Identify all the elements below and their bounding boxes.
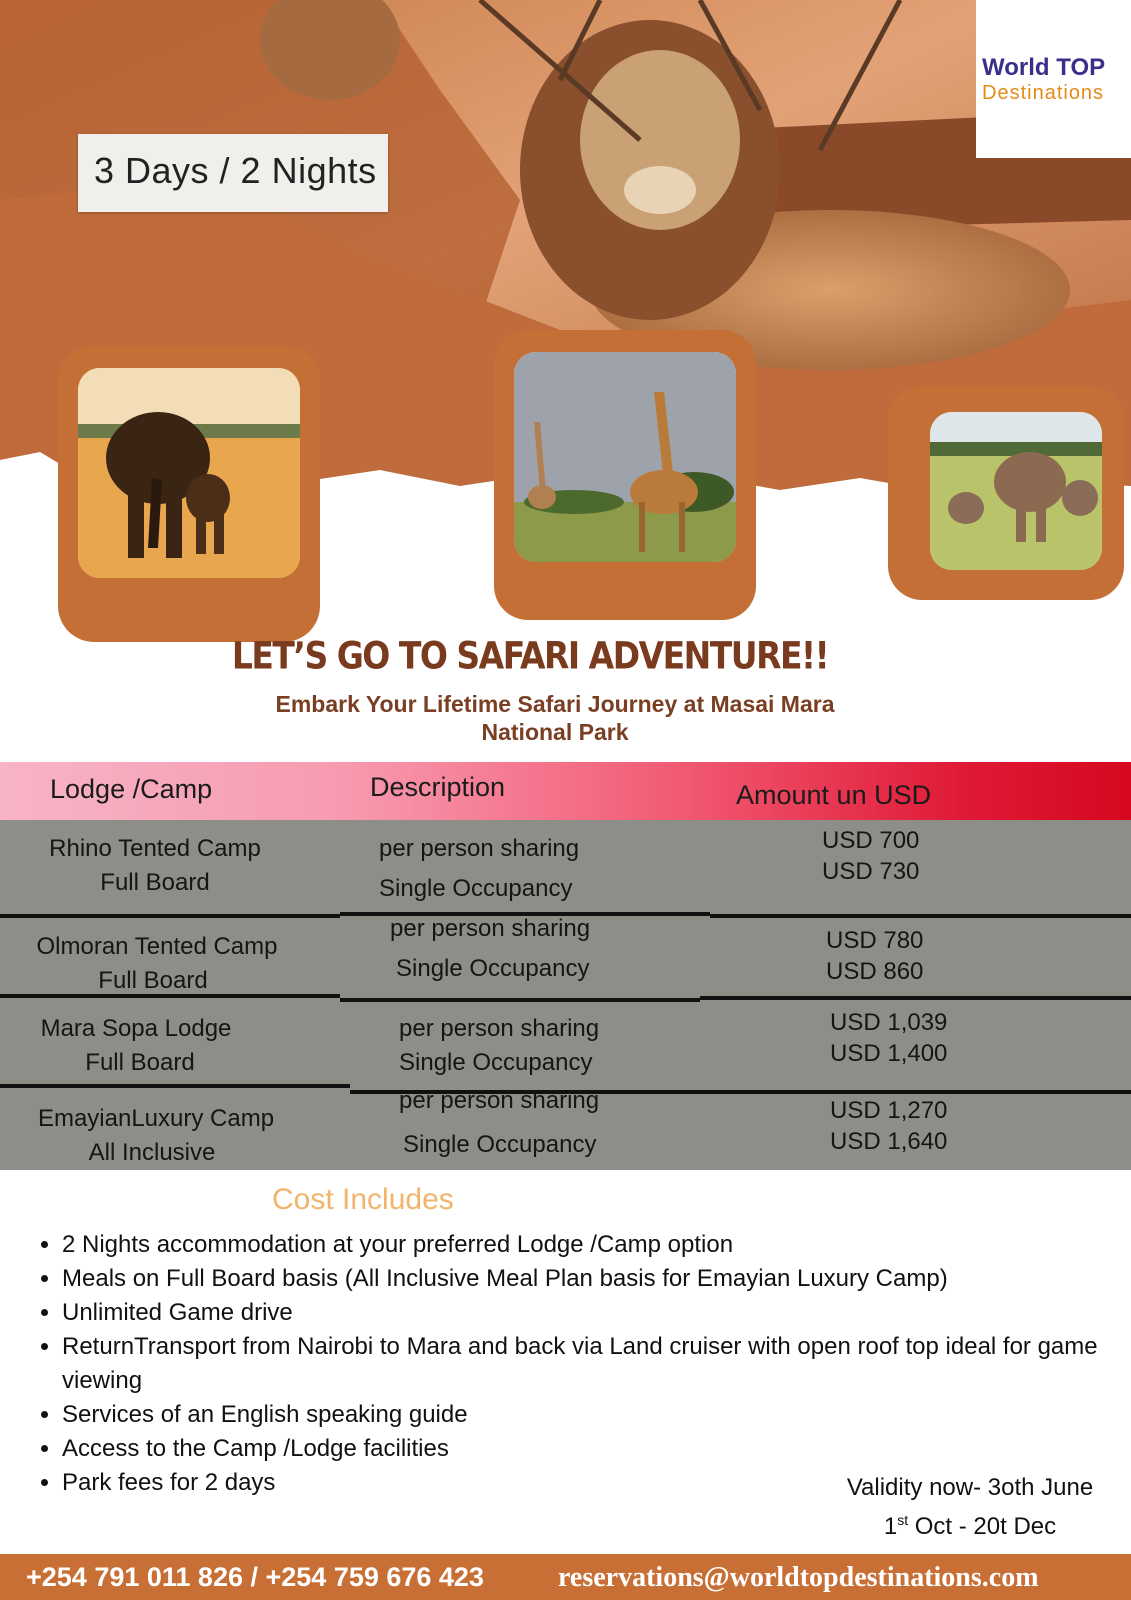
row-price-single: USD 1,640 (830, 1128, 948, 1155)
giraffe-photo (514, 352, 736, 562)
row-price-sharing: USD 780 (826, 927, 924, 954)
price-table-body (0, 820, 1131, 1170)
footer-phones[interactable]: +254 791 011 826 / +254 759 676 423 (26, 1562, 484, 1592)
subtitle-line-2: National Park (481, 719, 629, 745)
header-description: Description (370, 772, 506, 802)
row-price-sharing: USD 1,270 (830, 1097, 948, 1124)
validity-line-1: Validity now- 3oth June (846, 1474, 1094, 1501)
row-price-sharing: USD 700 (822, 827, 920, 854)
photo-frame-elephants-left (58, 346, 320, 642)
row-divider (0, 914, 340, 918)
cost-includes-list (26, 1228, 1131, 1500)
logo-line-1: World TOP (982, 54, 1106, 81)
row-price-sharing: USD 1,039 (830, 1009, 948, 1036)
brand-logo (976, 0, 1131, 158)
row-divider (700, 996, 1131, 1000)
duration-text: 3 Days / 2 Nights (94, 150, 377, 191)
row-divider (340, 998, 700, 1002)
list-item: • ReturnTransport from Nairobi to Mara and back via Land cruiser with open roof top ideal for game viewing (62, 1330, 1131, 1398)
row-lodge-board: Full Board (85, 1049, 195, 1076)
logo-line-2: Destinations (982, 82, 1105, 104)
list-item: • Meals on Full Board basis (All Inclusive Meal Plan basis for Emayian Luxury Camp) (62, 1262, 1131, 1296)
row-price-single: USD 730 (822, 858, 920, 885)
row-lodge-name: Olmoran Tented Camp (36, 933, 278, 960)
cost-includes-title: Cost Includes (272, 1183, 454, 1216)
row-lodge-board: Full Board (98, 967, 208, 994)
list-item: • Access to the Camp /Lodge facilities (62, 1432, 1131, 1466)
row-desc-sharing: per person sharing (390, 915, 591, 942)
row-divider (0, 994, 340, 998)
row-desc-single: Single Occupancy (396, 955, 590, 982)
header-lodge: Lodge /Camp (50, 774, 213, 804)
row-lodge-name: EmayianLuxury Camp (37, 1105, 275, 1132)
list-item: • Unlimited Game drive (62, 1296, 1131, 1330)
row-divider (710, 914, 1131, 918)
row-price-single: USD 860 (826, 958, 924, 985)
duration-badge (78, 134, 388, 212)
row-price-single: USD 1,400 (830, 1040, 948, 1067)
list-item: • 2 Nights accommodation at your preferred Lodge /Camp option (62, 1228, 1131, 1262)
validity-ordinal: st (897, 1512, 909, 1528)
elephant-photo (78, 368, 300, 578)
row-desc-sharing: per person sharing (399, 1015, 600, 1042)
row-desc-single: Single Occupancy (399, 1049, 593, 1076)
page-headline: LET’S GO TO SAFARI ADVENTURE!! (231, 633, 829, 678)
photo-frame-giraffes (494, 330, 756, 620)
photo-frame-elephants-right (888, 386, 1124, 600)
contact-footer (0, 1554, 1131, 1600)
elephant-family-photo (930, 412, 1102, 570)
row-desc-single: Single Occupancy (403, 1131, 597, 1158)
list-item: • Services of an English speaking guide (62, 1398, 1131, 1432)
row-desc-single: Single Occupancy (379, 875, 573, 902)
row-lodge-board: Full Board (100, 869, 210, 896)
validity-line-2 (810, 1504, 1130, 1543)
footer-email[interactable]: reservations@worldtopdestinations.com (558, 1562, 1039, 1593)
row-divider (0, 1084, 350, 1088)
list-item: • Park fees for 2 days (62, 1466, 1131, 1500)
page-subtitle (200, 690, 910, 746)
validity-day: 1 (883, 1513, 898, 1540)
validity-note (810, 1472, 1130, 1543)
row-lodge-board: All Inclusive (88, 1139, 216, 1166)
subtitle-line-1: Embark Your Lifetime Safari Journey at Masai Mara (275, 691, 835, 717)
validity-range: Oct - 20t Dec (908, 1513, 1057, 1540)
row-desc-sharing: per person sharing (399, 1087, 600, 1114)
row-lodge-name: Rhino Tented Camp (49, 835, 261, 862)
price-table-header (0, 762, 1131, 820)
row-lodge-name: Mara Sopa Lodge (40, 1015, 232, 1042)
header-amount: Amount un USD (736, 780, 932, 810)
row-desc-sharing: per person sharing (379, 835, 580, 862)
